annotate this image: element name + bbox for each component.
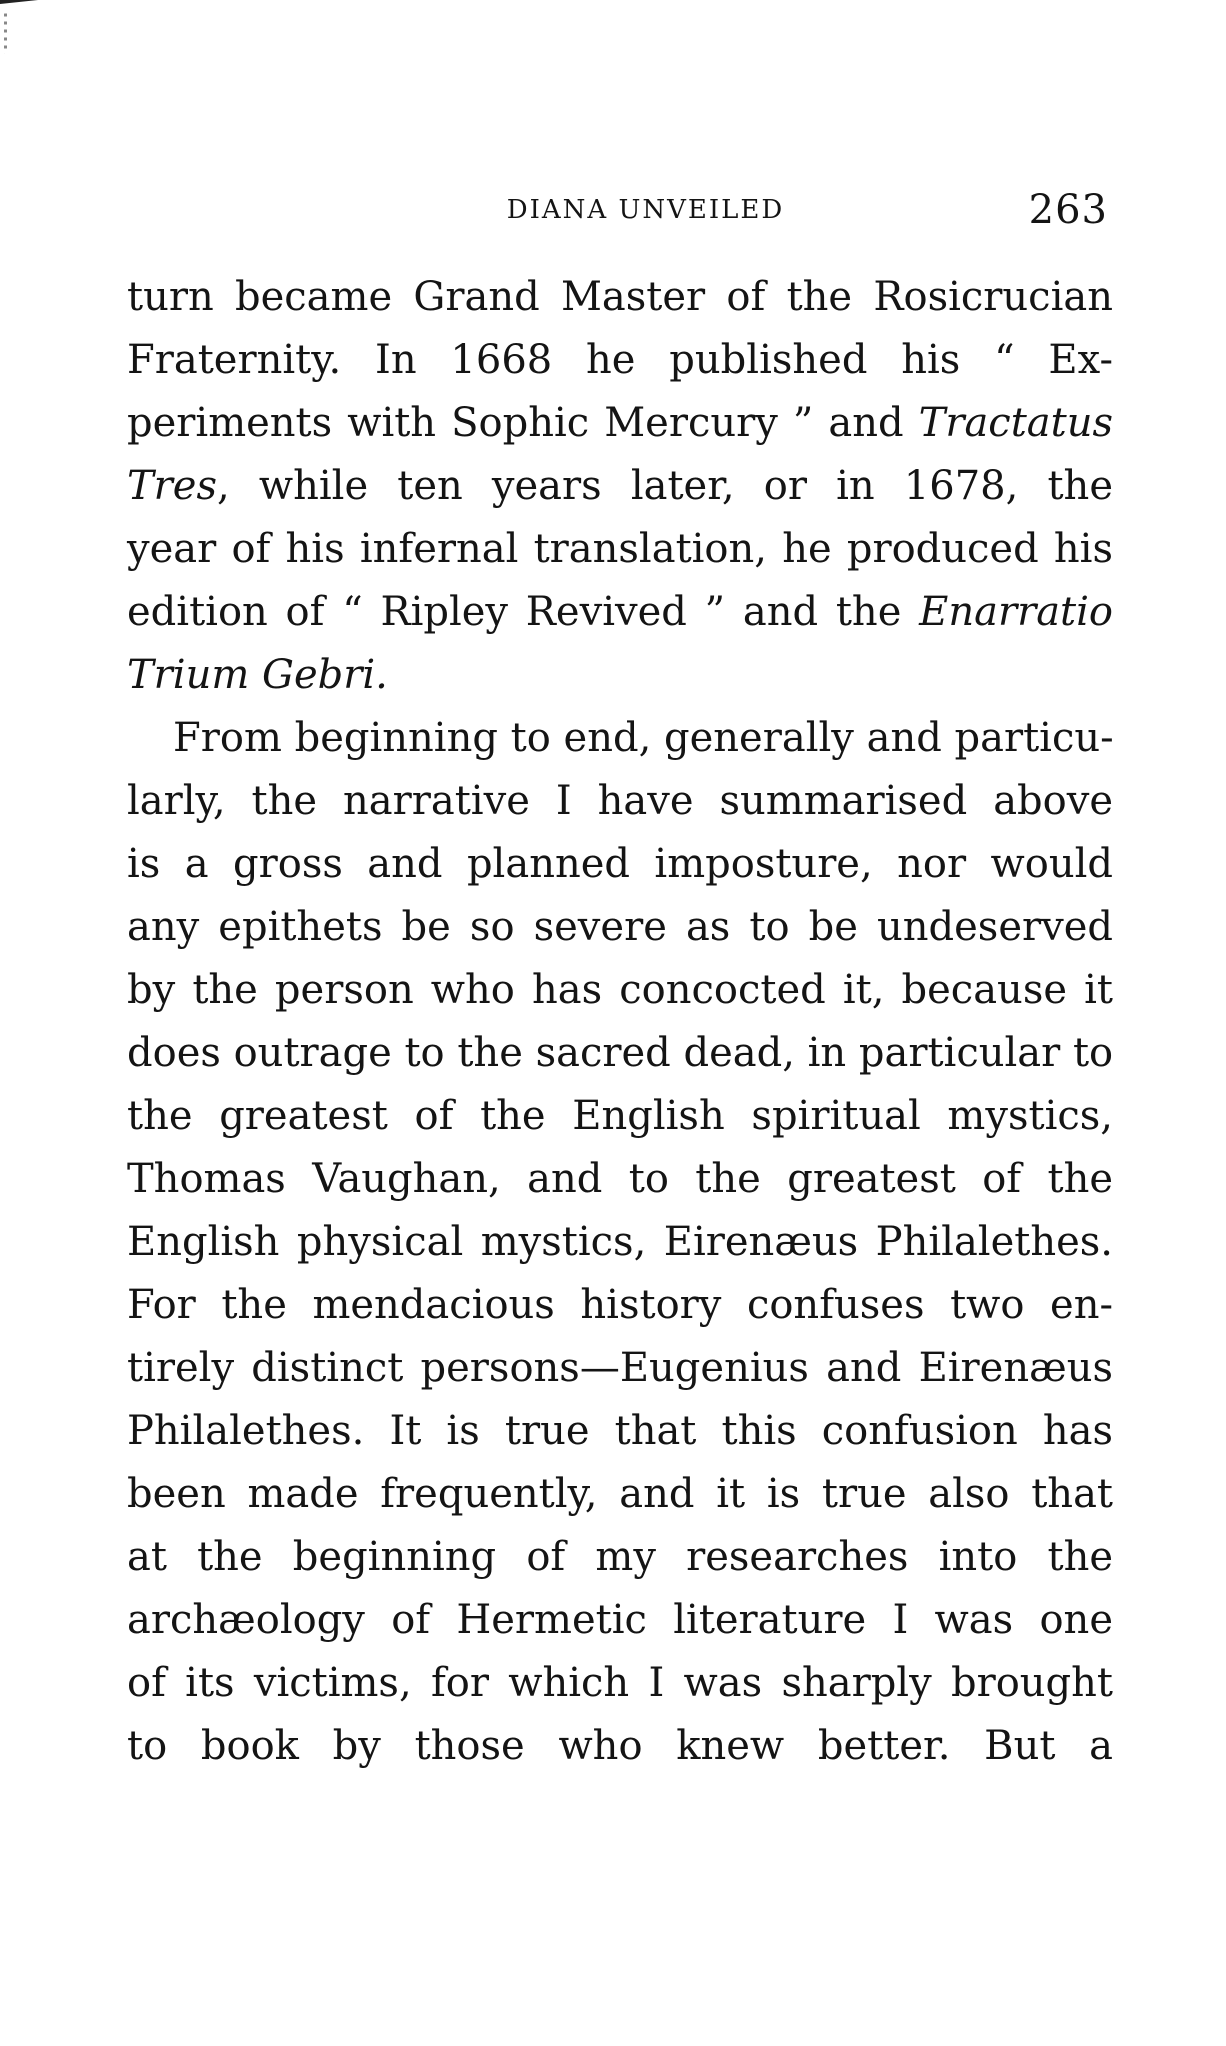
text-line: by the person who has concocted it, because it (127, 967, 1113, 1013)
running-head-title: DIANA UNVEILED (506, 195, 785, 225)
text-line: tirely distinct persons—Eugenius and Eirenæus (127, 1345, 1113, 1391)
body-text (127, 266, 1113, 1778)
text-line (127, 644, 1113, 707)
text-line: of its victims, for which I was sharply brought (127, 1660, 1113, 1706)
text-line: any epithets be so severe as to be undeserved (127, 904, 1113, 950)
text-line: larly, the narrative I have summarised above (127, 778, 1113, 824)
text-line: at the beginning of my researches into the (127, 1534, 1113, 1580)
text-line: does outrage to the sacred dead, in particular to (127, 1030, 1114, 1076)
italic-title: Trium Gebri. (127, 652, 388, 698)
text-line: to book by those who knew better. But a (127, 1723, 1113, 1769)
running-head (128, 187, 1108, 237)
italic-title: Tractatus (918, 400, 1113, 446)
text-line: is a gross and planned imposture, nor would (127, 841, 1113, 887)
scan-corner-mark (0, 0, 48, 14)
text-line: From beginning to end, generally and particu- (173, 715, 1114, 761)
text-line: Thomas Vaughan, and to the greatest of the (127, 1156, 1113, 1202)
text-line: periments with Sophic Mercury ” and Tractatus (127, 400, 1113, 446)
text-line: English physical mystics, Eirenæus Philalethes. (127, 1219, 1113, 1265)
italic-title: Tres (127, 463, 217, 509)
text-line: been made frequently, and it is true also that (127, 1471, 1113, 1517)
text-line: year of his infernal translation, he produced his (127, 526, 1113, 572)
text-line: Fraternity. In 1668 he published his “ Ex- (127, 337, 1113, 383)
text-line: For the mendacious history confuses two en- (127, 1282, 1113, 1328)
text-line: the greatest of the English spiritual mystics, (127, 1093, 1113, 1139)
text-line: edition of “ Ripley Revived ” and the Enarratio (127, 589, 1113, 635)
page-number: 263 (1028, 187, 1108, 233)
text-line: turn became Grand Master of the Rosicrucian (127, 274, 1113, 320)
italic-title: Enarratio (919, 589, 1113, 635)
text-line: Tres, while ten years later, or in 1678, the (127, 463, 1113, 509)
text-line: Philalethes. It is true that this confusion has (127, 1408, 1113, 1454)
text-line: archæology of Hermetic literature I was one (127, 1597, 1113, 1643)
